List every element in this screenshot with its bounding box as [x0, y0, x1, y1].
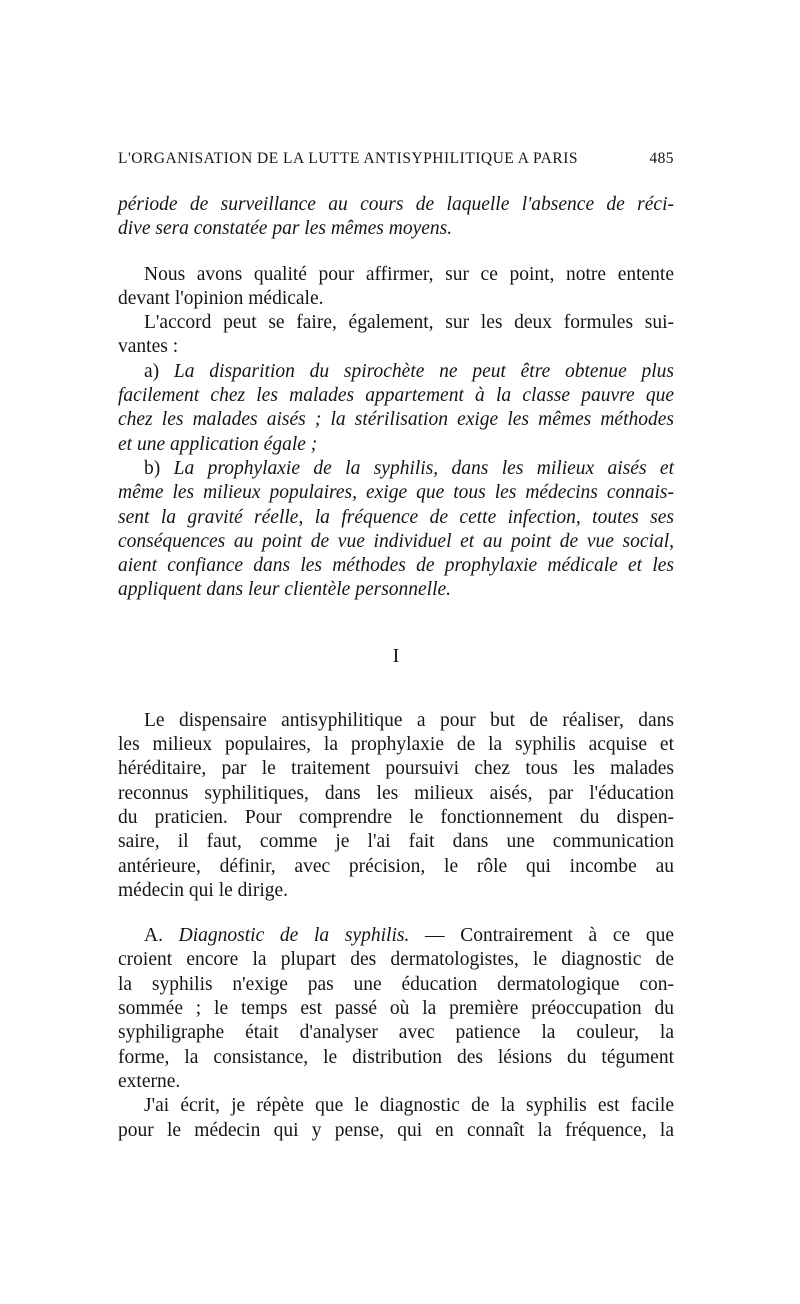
formula-b-text: La prophylaxie de la syphilis, dans les milieux aisés et: [173, 457, 674, 479]
formula-b-line: [118, 457, 674, 481]
intro-line: période de surveillance au cours de laquelle l'absence de réci-: [118, 194, 674, 215]
diagnostic-line: forme, la consistance, le distribution des lésions du tégument: [118, 1046, 674, 1068]
formula-a: [118, 360, 674, 457]
book-page: [118, 150, 674, 1143]
diagnostic-first-rest: — Contrairement à ce que: [425, 925, 675, 947]
dispensary-line: les milieux populaires, la prophylaxie de la syphilis acquise et: [118, 734, 674, 756]
dispensary-line: reconnus syphilitiques, dans les milieux aisés, par l'éducation: [118, 782, 674, 804]
diagnostic-paragraph: [118, 924, 674, 1094]
formula-b-line: aient confiance dans les méthodes de prophylaxie médicale et les: [118, 555, 674, 577]
agreement-line: L'accord peut se faire, également, sur les deux formules sui-: [144, 312, 674, 334]
diagnostic-line: syphiligraphe était d'analyser avec patience la couleur, la: [118, 1022, 674, 1044]
diagnostic-label: A.: [144, 925, 163, 947]
formula-a-line: et une application égale ;: [118, 433, 318, 455]
dispensary-line: antérieure, définir, avec précision, le rôle qui incombe au: [118, 855, 674, 877]
diagnostic-line: la syphilis n'exige pas une éducation dermatologique con-: [118, 973, 674, 995]
diagnostic-line: croient encore la plupart des dermatologistes, le diagnostic de: [118, 949, 674, 971]
closing-line: J'ai écrit, je répète que le diagnostic de la syphilis est facile: [144, 1095, 674, 1117]
agreement-line: Nous avons qualité pour affirmer, sur ce point, notre entente: [144, 263, 674, 285]
running-head: [118, 150, 674, 174]
diagnostic-heading: Diagnostic de la syphilis.: [178, 925, 410, 947]
dispensary-line: héréditaire, par le traitement poursuivi chez tous les malades: [118, 758, 674, 780]
dispensary-line: Le dispensaire antisyphilitique a pour but de réaliser, dans: [144, 709, 674, 731]
formula-a-line: facilement chez les malades appartement à la classe pauvre que: [118, 385, 674, 407]
formula-a-line: chez les malades aisés ; la stérilisation exige les mêmes méthodes: [118, 409, 674, 431]
dispensary-paragraph: [118, 709, 674, 903]
agreement-line: devant l'opinion médicale.: [118, 287, 324, 309]
section-numeral: I: [392, 644, 400, 667]
diagnostic-line: [118, 924, 674, 948]
formula-b-line: appliquent dans leur clientèle personnelle.: [118, 579, 452, 601]
intro-line: dive sera constatée par les mêmes moyens.: [118, 218, 453, 240]
diagnostic-line: sommée ; le temps est passé où la première préoccupation du: [118, 998, 674, 1020]
formula-b-line: même les milieux populaires, exige que tous les médecins connais-: [118, 482, 674, 504]
closing-paragraph: [118, 1094, 674, 1143]
formula-a-text: La disparition du spirochète ne peut être obtenue plus: [173, 360, 674, 382]
formula-b: [118, 457, 674, 603]
diagnostic-line: externe.: [118, 1070, 181, 1092]
formula-b-marker: b): [144, 457, 161, 479]
agreement-paragraph: [118, 263, 674, 360]
running-title: L'ORGANISATION DE LA LUTTE ANTISYPHILITIQUE A PARIS: [118, 150, 578, 167]
formula-b-line: conséquences au point de vue individuel et au point de vue social,: [118, 530, 674, 552]
closing-line: pour le médecin qui y pense, qui en connaît la fréquence, la: [118, 1119, 674, 1141]
dispensary-line: médecin qui le dirige.: [118, 879, 289, 901]
dispensary-line: du praticien. Pour comprendre le fonctionnement du dispen-: [118, 806, 674, 828]
agreement-line: vantes :: [118, 336, 179, 358]
page-number: 485: [649, 150, 674, 167]
intro-paragraph: [118, 193, 674, 242]
formula-a-marker: a): [144, 360, 160, 382]
formula-b-line: sent la gravité réelle, la fréquence de cette infection, toutes ses: [118, 506, 674, 528]
formula-a-line: [118, 360, 674, 384]
dispensary-line: saire, il faut, comme je l'ai fait dans une communication: [118, 831, 674, 853]
